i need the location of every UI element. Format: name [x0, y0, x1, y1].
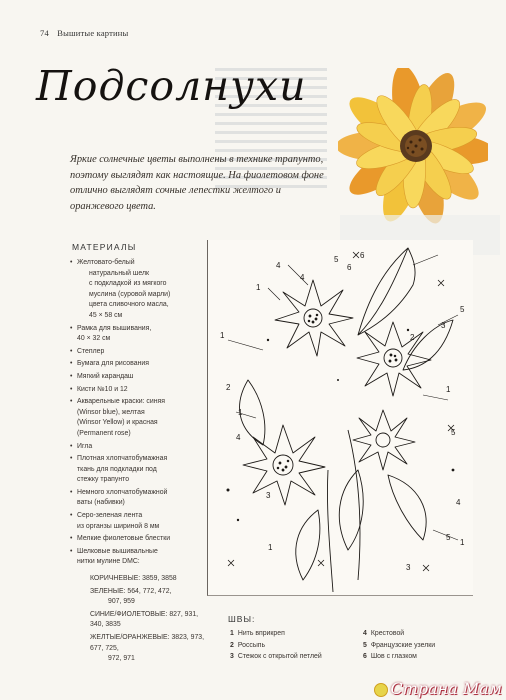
drawing-label: 2: [410, 333, 415, 342]
leaf-outline: [403, 320, 453, 370]
stitch-number: 6: [363, 653, 367, 660]
sunflower-head: [275, 280, 353, 356]
material-line: с подкладкой из мягкого: [89, 280, 167, 288]
materials-list: [70, 258, 208, 570]
sunflower-head: [353, 410, 415, 470]
stitch-number: 5: [363, 641, 367, 649]
material-line: (Winsor Yellow) и красная: [77, 419, 158, 427]
stitch-label: Шов с глазком: [370, 653, 417, 660]
drawing-label: 3: [266, 491, 271, 500]
material-line: • Рамка для вышивания,: [77, 324, 152, 332]
watermark: [374, 679, 502, 698]
material-item: [70, 488, 208, 509]
material-line: (Winsor blue), желтая: [77, 408, 145, 416]
page-header: [40, 28, 128, 38]
stitch-number: 3: [230, 653, 234, 660]
material-line: • Немного хлопчатобумажной: [77, 488, 168, 496]
drawing-label: 1: [446, 385, 451, 394]
drawing-label: 1: [268, 543, 273, 552]
material-line: • Игла: [77, 442, 93, 450]
material-line: ткань для подкладки под: [77, 465, 157, 473]
dmc-codes: 564, 772, 472,: [127, 587, 172, 595]
dmc-codes: 907, 959: [108, 598, 135, 606]
dmc-group: [90, 587, 205, 608]
drawing-label: 4: [236, 433, 241, 442]
material-line: натуральный шелк: [89, 269, 150, 277]
drawing-label: 5: [334, 255, 339, 264]
drawing-label: 4: [300, 273, 305, 282]
material-line: (Permanent rose): [77, 429, 131, 437]
drawing-label: 4: [456, 498, 461, 507]
material-line: 40 × 32 см: [77, 335, 111, 343]
material-item: [70, 442, 208, 453]
material-line: • Степлер: [77, 347, 105, 355]
material-item: [70, 258, 208, 322]
drawing-label: 2: [226, 383, 231, 392]
dmc-group: [90, 574, 205, 585]
material-line: из органзы шириной 8 мм: [77, 522, 160, 530]
material-item: [70, 372, 208, 383]
stitch-number: 2: [230, 641, 234, 649]
material-item: [70, 534, 208, 545]
stitch-item: [363, 640, 435, 652]
drawing-label: 1: [238, 408, 243, 417]
dmc-color-label: СИНИЕ/ФИОЛЕТОВЫЕ:: [90, 610, 170, 618]
material-line: нитки мулине DMC:: [77, 558, 140, 566]
drawing-label: 5: [451, 428, 456, 437]
stitches-heading: ШВЫ:: [228, 614, 256, 624]
section-title: Вышитые картины: [57, 28, 129, 38]
leaf-outline: [388, 475, 426, 540]
material-line: • Серо-зеленая лента: [77, 512, 143, 520]
materials-heading: МАТЕРИАЛЫ: [72, 242, 137, 252]
dmc-thread-list: [90, 574, 205, 667]
drawing-label: 5: [446, 533, 451, 542]
stitch-item: [230, 651, 322, 663]
material-line: 45 × 58 см: [89, 311, 123, 319]
material-item: [70, 397, 208, 439]
sun-icon: [374, 683, 388, 697]
material-item: [70, 324, 208, 345]
material-line: цвета сливочного масла,: [89, 301, 169, 309]
dmc-group: [90, 633, 205, 665]
embroidery-line-drawing: [207, 240, 473, 596]
stitch-label: Французские узелки: [370, 641, 436, 649]
drawing-label: 6: [360, 251, 365, 260]
drawing-label: 3: [406, 563, 411, 572]
material-line: муслина (суровой марли): [89, 290, 171, 298]
material-item: [70, 347, 208, 358]
drawing-label: 1: [220, 331, 225, 340]
drawing-label: 6: [347, 263, 352, 272]
drawing-label: 3: [441, 321, 446, 330]
material-line: • Мелкие фиолетовые блестки: [77, 535, 171, 543]
material-item: [70, 511, 208, 532]
material-line: • Мягкий карандаш: [77, 372, 134, 380]
dmc-color-label: ЖЕЛТЫЕ/ОРАНЖЕВЫЕ:: [90, 633, 172, 641]
stitch-label: Россыпь: [237, 641, 266, 649]
page-number: 74: [40, 28, 49, 38]
watermark-text: Страна Мам: [390, 679, 502, 698]
sunflower-head: [243, 425, 325, 505]
drawing-label: 1: [256, 283, 261, 292]
stitch-item: [363, 628, 435, 640]
material-item: [70, 359, 208, 370]
leaf-outline: [296, 510, 320, 580]
dmc-codes: 3859, 3858: [142, 575, 177, 582]
material-line: • Акварельные краски: синяя: [77, 398, 165, 406]
stitches-list-left: [230, 628, 322, 663]
stitch-number: 4: [363, 630, 367, 637]
dmc-group: [90, 610, 205, 631]
leaf-outline: [240, 380, 265, 445]
intro-paragraph: Яркие солнечные цветы выполнены в технике трапунто, поэтому выглядят как настоящие. На фиолетовом фоне отлично выглядят сочные лепестки желтого и оранжевого цвета.: [70, 154, 324, 212]
sunflower-head: [357, 322, 431, 396]
material-line: • Бумага для рисования: [77, 360, 149, 368]
stitch-number: 1: [230, 630, 234, 637]
stitches-list-right: [363, 628, 435, 663]
stitch-label: Стежок с открытой петлей: [237, 653, 322, 660]
material-item: [70, 547, 208, 568]
material-item: [70, 385, 208, 396]
material-line: ваты (набивки): [77, 499, 125, 507]
material-line: • Плотная хлопчатобумажная: [77, 455, 168, 463]
leaf-outline: [358, 248, 415, 335]
dmc-color-label: ЗЕЛЕНЫЕ:: [90, 587, 128, 595]
page-title: Подсолнухи: [36, 62, 307, 110]
stitch-label: Нить вприкреп: [237, 630, 285, 637]
material-line: • Кисти №10 и 12: [77, 385, 128, 393]
drawing-label: 4: [276, 261, 281, 270]
material-line: • Желтовато-белый: [77, 259, 135, 266]
stitch-item: [230, 628, 322, 640]
sunflower-photo: [338, 68, 488, 228]
dmc-codes: 972, 971: [108, 655, 135, 663]
drawing-label: 5: [460, 305, 465, 314]
dmc-color-label: КОРИЧНЕВЫЕ:: [90, 575, 143, 582]
material-item: [70, 454, 208, 486]
drawing-label: 1: [460, 538, 465, 547]
stitch-item: [230, 640, 322, 652]
material-line: стежку трапунто: [77, 476, 130, 484]
stitch-item: [363, 651, 435, 663]
stitch-label: Крестовой: [370, 630, 405, 637]
dmc-codes: 3823, 973, 677, 725,: [90, 633, 205, 652]
material-line: • Шелковые вышивальные: [77, 547, 158, 555]
dmc-codes: 827, 931, 340, 3835: [90, 610, 199, 629]
